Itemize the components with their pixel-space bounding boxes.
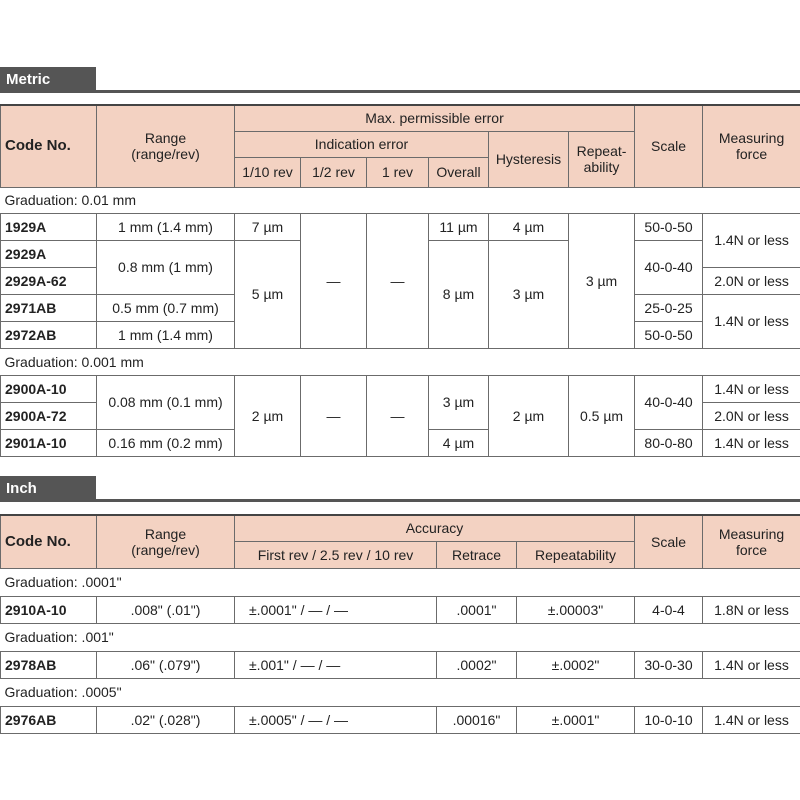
table-row-retrace: .00016"	[437, 706, 517, 733]
metric-header-one-rev: 1 rev	[367, 157, 429, 187]
table-row-repeatability: ±.0001"	[517, 706, 635, 733]
table-row-code: 2900A-10	[1, 375, 97, 402]
inch-header-retrace: Retrace	[437, 541, 517, 568]
inch-graduation-label: Graduation: .0005"	[1, 678, 800, 706]
table-row-scale: 4-0-4	[635, 596, 703, 623]
inch-header-repeatability: Repeatability	[517, 541, 635, 568]
table-cell-scale: 40-0-40	[635, 240, 703, 294]
inch-section-rule	[96, 499, 800, 502]
table-row-force: 2.0N or less	[703, 402, 800, 429]
inch-header-accuracy: Accuracy	[235, 515, 635, 541]
table-row-overall: 4 µm	[429, 429, 489, 456]
inch-header-range: Range (range/rev)	[97, 515, 235, 568]
inch-header-force: Measuring force	[703, 515, 800, 568]
table-row-force: 1.4N or less	[703, 429, 800, 456]
inch-graduation-label: Graduation: .001"	[1, 623, 800, 651]
metric-section-rule	[96, 90, 800, 93]
table-cell-range: 0.08 mm (0.1 mm)	[97, 375, 235, 429]
table-cell-force: 1.4N or less	[703, 294, 800, 348]
table-row-range: 1 mm (1.4 mm)	[97, 321, 235, 348]
table-cell-half-rev: —	[301, 375, 367, 456]
metric-header-scale: Scale	[635, 105, 703, 187]
metric-header-max-error: Max. permissible error	[235, 105, 635, 131]
table-cell-scale: 40-0-40	[635, 375, 703, 429]
table-row-scale: 25-0-25	[635, 294, 703, 321]
table-row-overall: 11 µm	[429, 213, 489, 240]
table-row-hysteresis: 4 µm	[489, 213, 569, 240]
table-row-code: 2971AB	[1, 294, 97, 321]
table-row-scale: 50-0-50	[635, 213, 703, 240]
table-row-range: .008" (.01")	[97, 596, 235, 623]
table-cell-overall: 8 µm	[429, 240, 489, 348]
metric-header-repeatability: Repeat- ability	[569, 131, 635, 187]
metric-header-half-rev: 1/2 rev	[301, 157, 367, 187]
table-cell-half-rev: —	[301, 213, 367, 348]
table-cell-one-rev: —	[367, 213, 429, 348]
table-cell-overall: 3 µm	[429, 375, 489, 429]
table-row-first-rev: ±.0001" / — / —	[235, 596, 437, 623]
table-row-retrace: .0001"	[437, 596, 517, 623]
metric-header-indication-error: Indication error	[235, 131, 489, 157]
table-row-scale: 80-0-80	[635, 429, 703, 456]
table-row-code: 2910A-10	[1, 596, 97, 623]
table-row-range: .02" (.028")	[97, 706, 235, 733]
table-row-code: 2972AB	[1, 321, 97, 348]
metric-graduation-label: Graduation: 0.001 mm	[1, 348, 800, 375]
table-row-force: 2.0N or less	[703, 267, 800, 294]
inch-header-scale: Scale	[635, 515, 703, 568]
inch-section-tab: Inch	[0, 476, 96, 502]
inch-header-first-rev: First rev / 2.5 rev / 10 rev	[235, 541, 437, 568]
table-row-repeatability: ±.00003"	[517, 596, 635, 623]
table-cell-force: 1.4N or less	[703, 213, 800, 267]
metric-header-tenth-rev: 1/10 rev	[235, 157, 301, 187]
table-row-code: 2901A-10	[1, 429, 97, 456]
table-cell-one-rev: —	[367, 375, 429, 456]
table-row-force: 1.4N or less	[703, 706, 800, 733]
metric-graduation-label: Graduation: 0.01 mm	[1, 187, 800, 213]
table-row-code: 1929A	[1, 213, 97, 240]
table-row-scale: 30-0-30	[635, 651, 703, 678]
inch-graduation-label: Graduation: .0001"	[1, 568, 800, 596]
table-cell-tenth-rev: 2 µm	[235, 375, 301, 456]
table-cell-repeatability: 0.5 µm	[569, 375, 635, 456]
metric-header-overall: Overall	[429, 157, 489, 187]
table-row-range: 0.5 mm (0.7 mm)	[97, 294, 235, 321]
table-cell-hysteresis: 3 µm	[489, 240, 569, 348]
table-row-range: .06" (.079")	[97, 651, 235, 678]
table-row-range: 1 mm (1.4 mm)	[97, 213, 235, 240]
table-row-retrace: .0002"	[437, 651, 517, 678]
metric-spec-table	[0, 104, 800, 457]
metric-header-hysteresis: Hysteresis	[489, 131, 569, 187]
table-cell-tenth-rev: 5 µm	[235, 240, 301, 348]
table-row-scale: 10-0-10	[635, 706, 703, 733]
metric-header-force: Measuring force	[703, 105, 800, 187]
table-row-range: 0.16 mm (0.2 mm)	[97, 429, 235, 456]
table-row-code: 2900A-72	[1, 402, 97, 429]
table-row-repeatability: ±.0002"	[517, 651, 635, 678]
table-row-code: 2929A	[1, 240, 97, 267]
metric-section-tab: Metric	[0, 67, 96, 93]
metric-header-range: Range (range/rev)	[97, 105, 235, 187]
table-row-first-rev: ±.001" / — / —	[235, 651, 437, 678]
table-row-scale: 50-0-50	[635, 321, 703, 348]
table-row-force: 1.4N or less	[703, 651, 800, 678]
table-cell-range: 0.8 mm (1 mm)	[97, 240, 235, 294]
inch-header-code-no: Code No.	[1, 515, 97, 568]
metric-header-code-no: Code No.	[1, 105, 97, 187]
table-cell-repeatability: 3 µm	[569, 213, 635, 348]
inch-spec-table	[0, 514, 800, 734]
table-row-code: 2976AB	[1, 706, 97, 733]
table-cell-hysteresis: 2 µm	[489, 375, 569, 456]
table-row-code: 2978AB	[1, 651, 97, 678]
table-row-code: 2929A-62	[1, 267, 97, 294]
table-row-force: 1.4N or less	[703, 375, 800, 402]
table-row-tenth-rev: 7 µm	[235, 213, 301, 240]
table-row-first-rev: ±.0005" / — / —	[235, 706, 437, 733]
table-row-force: 1.8N or less	[703, 596, 800, 623]
